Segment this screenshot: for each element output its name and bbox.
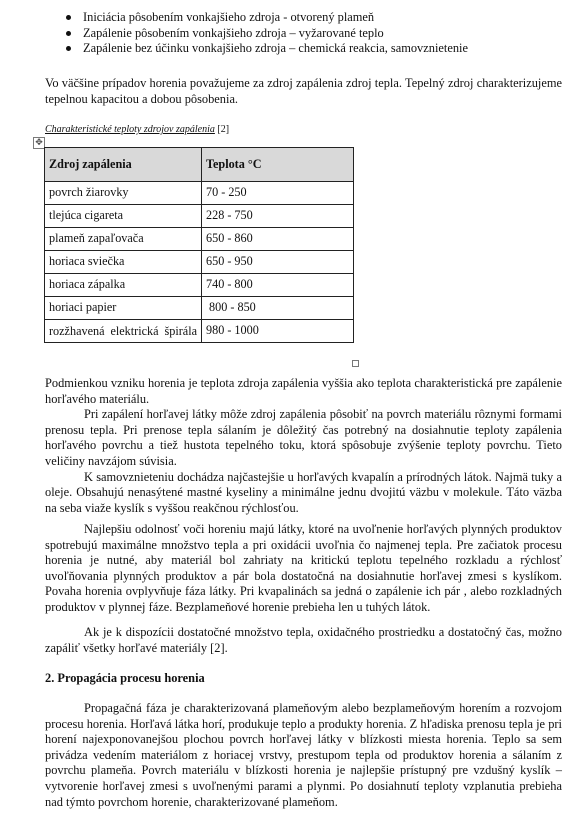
paragraph-text: K samovznieteniu dochádza najčastejšie u horľavých kvapalín a prírodných látok. Najmä tuky a oleje. Obsahujú nenasýtené mastné kyseliny a minimálne jednu dvojitú väzbu v molekule. Táto väzba na seba viaže kyslík s vyššou reakčnou rýchlosťou. — [45, 469, 562, 515]
section-heading: 2. Propagácia procesu horenia — [45, 671, 205, 685]
cell-source: rozžhavená elektrická špirála — [45, 320, 202, 343]
bullet-text: Zapálenie pôsobením vonkajšieho zdroja – vyžarované teplo — [83, 25, 384, 40]
bullet-item — [63, 10, 468, 26]
cell-temperature: 228 - 750 — [202, 205, 354, 228]
cell-temperature: 740 - 800 — [202, 274, 354, 297]
cell-source: plameň zapaľovača — [45, 228, 202, 251]
paragraph-text: Najlepšiu odolnosť voči horeniu majú látky, ktoré na uvoľnenie horľavých plynných produktov spotrebujú maximálne množstvo tepla a pri oxidácii uvoľnia čo najmenej tepla. Pre začiatok procesu horenia je nutné, aby materiál bol zahriaty na kritickú teplotu tepelného rozkladu a rýchlosť uvoľňovania plynných produktov a pár bola dostatočná na dosiahnutie horľavej zmesi s kyslíkom. Povaha horenia ovplyvňuje fáza látky. Pri kvapalinách sa jedná o zapálenie ich pár , alebo rozkladných produktov v plynnej fáze. Bezplameňové horenie prebieha len u tuhých látok. — [45, 522, 562, 614]
cell-temperature: 650 - 860 — [202, 228, 354, 251]
move-anchor-icon[interactable]: ✥ — [33, 137, 45, 149]
bullet-text: Zapálenie bez účinku vonkajšieho zdroja – chemická reakcia, samovznietenie — [83, 41, 468, 56]
body-paragraph — [45, 522, 562, 616]
cell-source: povrch žiarovky — [45, 182, 202, 205]
cell-temperature: 980 - 1000 — [202, 320, 354, 343]
bullet-text: Iniciácia pôsobením vonkajšieho zdroja - otvorený plameň — [83, 10, 375, 24]
table-row — [45, 274, 354, 297]
intro-paragraph — [45, 76, 562, 107]
table-row — [45, 205, 354, 228]
intro-text: Vo väčšine prípadov horenia považujeme za zdroj zapálenia zdroj tepla. Tepelný zdroj charakterizujeme tepelnou kapacitou a dobou pôsobenia. — [45, 76, 562, 106]
header-temperature: Teplota °C — [202, 148, 354, 182]
bullet-icon — [66, 46, 71, 51]
header-source: Zdroj zapálenia — [45, 148, 202, 182]
table-row — [45, 320, 354, 343]
bullet-item — [63, 41, 468, 57]
cell-source: tlejúca cigareta — [45, 205, 202, 228]
cell-source: horiaci papier — [45, 297, 202, 320]
paragraph-text: Podmienkou vzniku horenia je teplota zdroja zapálenia vyššia ako teplota charakteristická pre zapálenie horľavého materiálu. — [45, 376, 562, 406]
body-paragraph — [45, 376, 562, 516]
paragraph-text: Pri zapálení horľavej látky môže zdroj zapálenia pôsobiť na povrch materiálu rôznymi formami prenosu tepla. Pri prenose tepla sálaním je dôležitý čas potrebný na dosiahnutie teploty zapálenia horľavého povrchu a tiež hustota tepelného toku, ktorá spôsobuje zvýšenie teploty povrchu. Tieto veličiny navzájom súvisia. — [45, 407, 562, 468]
cell-temperature: 70 - 250 — [202, 182, 354, 205]
table-resize-handle[interactable] — [352, 360, 359, 367]
table-row — [45, 251, 354, 274]
table-header-row — [45, 148, 354, 182]
table-row — [45, 297, 354, 320]
table-row — [45, 228, 354, 251]
bullet-item — [63, 26, 468, 42]
table-row — [45, 182, 354, 205]
caption-reference: [2] — [217, 124, 230, 135]
paragraph-text: Ak je k dispozícii dostatočné množstvo tepla, oxidačného prostriedku a dostatočný čas, možno zapáliť všetky horľavé materiály [2]. — [45, 625, 562, 655]
cell-source: horiaca zápalka — [45, 274, 202, 297]
body-paragraph — [45, 625, 562, 656]
paragraph-text: Propagačná fáza je charakterizovaná plameňovým alebo bezplameňovým horením a rozvojom procesu horenia. Horľavá látka horí, produkuje teplo a produkty horenia. Z hľadiska prenosu tepla je pri horení najexponovanejšou plochou povrch horľavej látky v blízkosti miesta horenia. Teplo sa sem privádza vedením materiálom z horiacej vrstvy, prestupom tepla od produktov horenia a sálaním z povrchu plameňa. Povrch materiálu v blízkosti horenia je najlepšie prístupný pre vzdušný kyslík – vytvorenie horľavej zmesi s uvoľnenými parami a plynmi. Po dosiahnutí teploty vzplanutia prebieha nad týmto povrchom horenie, charakterizované plameňom. — [45, 701, 562, 809]
table-caption — [45, 122, 229, 138]
bullet-icon — [66, 15, 71, 20]
bullet-icon — [66, 31, 71, 36]
caption-text: Charakteristické teploty zdrojov zapálenia — [45, 124, 215, 135]
cell-temperature: 650 - 950 — [202, 251, 354, 274]
body-paragraph — [45, 701, 562, 810]
ignition-bullet-list — [63, 10, 468, 57]
cell-temperature: 800 - 850 — [202, 297, 354, 320]
ignition-temperature-table — [44, 147, 354, 343]
cell-source: horiaca sviečka — [45, 251, 202, 274]
